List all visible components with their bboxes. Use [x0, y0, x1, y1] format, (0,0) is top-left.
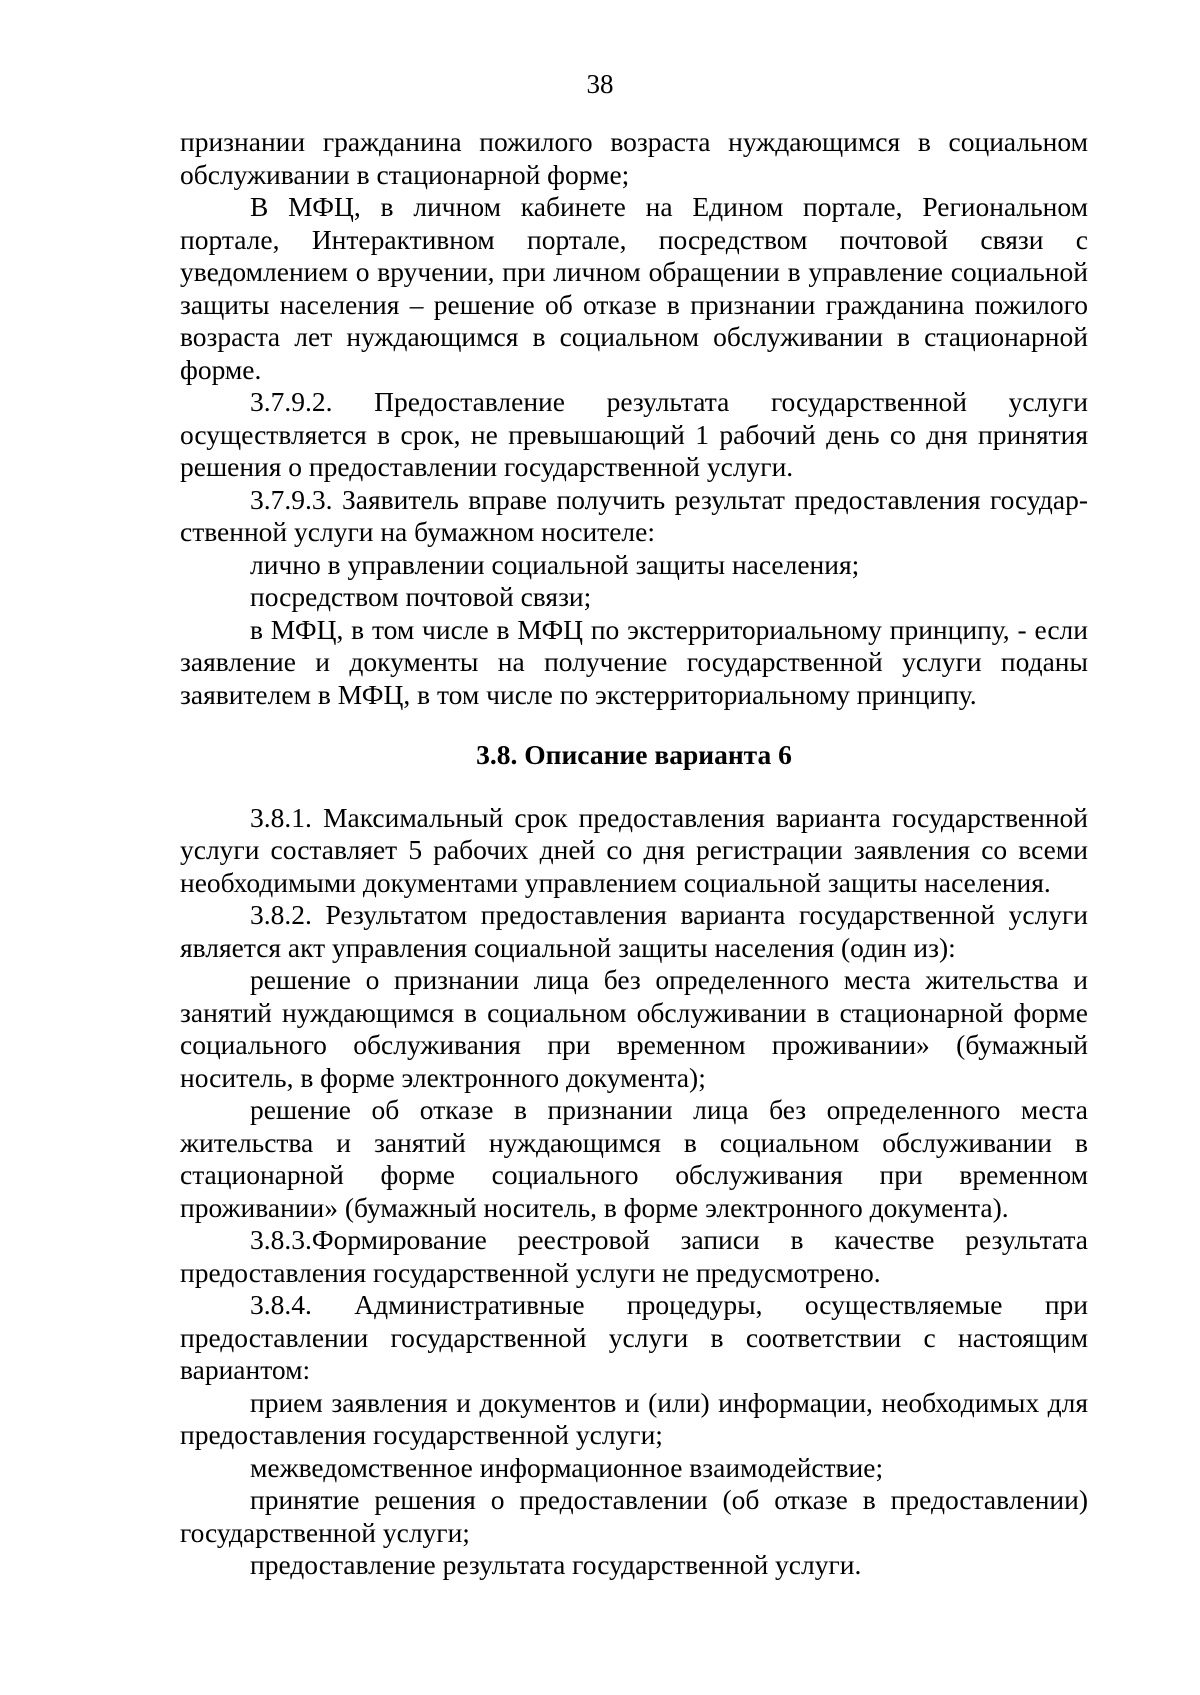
paragraph: 3.8.3.Формирование реестровой записи в качестве результата предоставления государственной услуги не предусмотрено.	[180, 1224, 1088, 1288]
paragraph: 3.7.9.2. Предоставление результата государственной услуги осуществляется в срок, не превышающий 1 рабочий день со дня принятия решения о предоставлении государственной услуги.	[180, 386, 1088, 482]
paragraph: 3.8.1. Максимальный срок предоставления варианта государственной услуги составляет 5 рабочих дней со дня регистрации заявления со всеми необходимыми документами управлением социальной защиты населения.	[180, 801, 1088, 898]
list-item: лично в управлении социальной защиты населения;	[250, 548, 860, 580]
list-item: решение об отказе в признании лица без определенного места жительства и занятий нуждающимся в социальном обслуживании в стационарной форме социального обслуживания при временном проживании» (бумажный носитель, в форме электронного документа).	[180, 1094, 1088, 1223]
list-item: в МФЦ, в том числе в МФЦ по экстерриториальному принципу, - если заявление и документы на получение государственной услуги поданы заявителем в МФЦ, в том числе по экстерриториальному принципу.	[180, 613, 1088, 710]
list-item: посредством почтовой связи;	[250, 581, 592, 612]
list-item: решение о признании лица без определенного места жительства и занятий нуждающимся в социальном обслуживании в стационарной форме социального обслуживания при временном проживании» (бумажный носитель, в форме электронного документа);	[180, 964, 1088, 1093]
paragraph: В МФЦ, в личном кабинете на Едином портале, Региональном портале, Интерактивном портале, посредством почтовой связи с уведомлением о вручении, при личном обращении в управление социальной защиты населения – решение об отказе в признании гражданина пожилого возраста лет нуждающимся в социальном обслуживании в стационарной форме.	[180, 191, 1088, 385]
list-item: принятие решения о предоставлении (об отказе в предоставлении) государственной услуги;	[180, 1484, 1088, 1548]
list-item: прием заявления и документов и (или) информации, необходимых для предоставления государственной услуги;	[180, 1386, 1088, 1450]
document-body	[180, 126, 1088, 1582]
page-number: 38	[586, 69, 614, 99]
section-heading: 3.8. Описание варианта 6	[476, 739, 792, 770]
paragraph: 3.7.9.3. Заявитель вправе получить результат предоставления государственной услуги на бумажном носителе:	[180, 483, 1088, 547]
list-item: предоставление результата государственной услуги.	[250, 1549, 862, 1580]
list-item: межведомственное информационное взаимодействие;	[250, 1451, 884, 1483]
paragraph: 3.8.4. Административные процедуры, осуществляемые при предоставлении государственной услуги в соответствии с настоящим вариантом:	[180, 1289, 1088, 1385]
paragraph: 3.8.2. Результатом предоставления варианта государственной услуги является акт управления социальной защиты населения (один из):	[180, 899, 1088, 963]
paragraph: признании гражданина пожилого возраста нуждающимся в социальном обслуживании в стационарной форме;	[180, 126, 1088, 190]
